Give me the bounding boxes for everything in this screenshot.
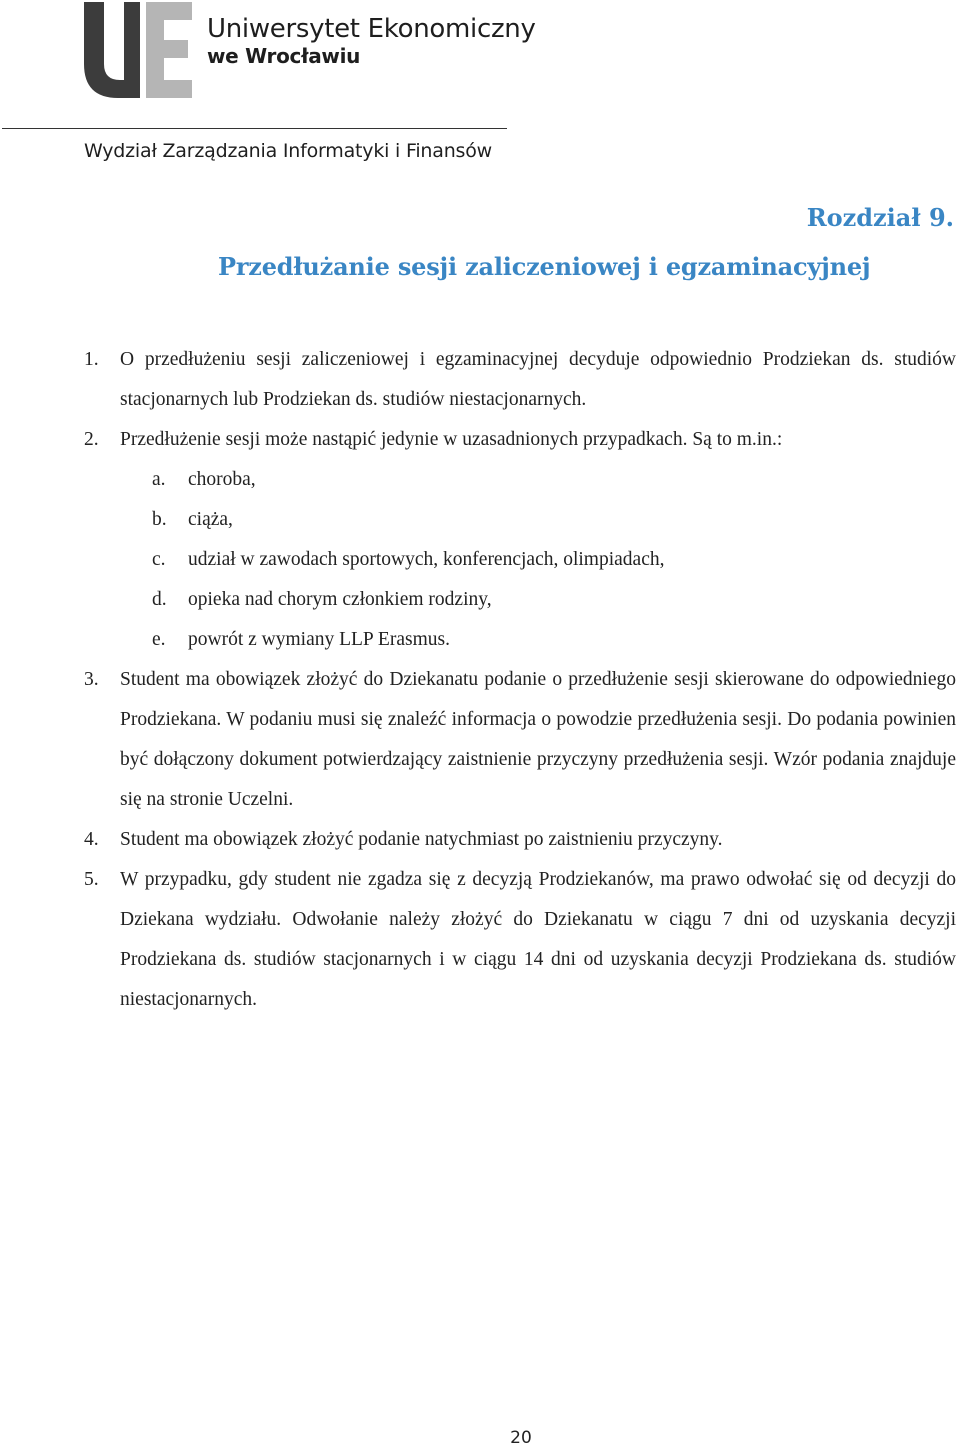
- sub-item-text: udział w zawodach sportowych, konferencjach, olimpiadach,: [188, 549, 665, 570]
- sub-list-item: [0, 540, 960, 580]
- list-item: [0, 820, 956, 860]
- sub-list-item: [0, 620, 960, 660]
- item-text: Student ma obowiązek złożyć do Dziekanatu podanie o przedłużenie sesji skierowane do odpowiedniego Prodziekana. W podaniu musi się znaleźć informacja o powodzie przedłużenia sesji. Do podania powinien być dołączony dokument potwierdzający zaistnienie przyczyny przedłużenia sesji. Wzór podania znajduje się na stronie Uczelni.: [120, 669, 956, 810]
- item-number: 3.: [84, 669, 99, 690]
- university-name-line2: we Wrocławiu: [207, 44, 361, 68]
- item-text: Przedłużenie sesji może nastąpić jedynie w uzasadnionych przypadkach. Są to m.in.:: [120, 429, 783, 450]
- sub-item-letter: c.: [152, 549, 166, 570]
- page-number: 20: [510, 1428, 532, 1448]
- university-logo: [84, 2, 194, 98]
- list-item: [0, 860, 956, 1020]
- chapter-content: [0, 340, 960, 1020]
- item-number: 1.: [84, 349, 99, 370]
- sub-item-letter: a.: [152, 469, 166, 490]
- list-item: [0, 340, 956, 420]
- header-divider: [2, 128, 507, 129]
- item-number: 4.: [84, 829, 99, 850]
- chapter-title: Przedłużanie sesji zaliczeniowej i egzaminacyjnej: [218, 252, 871, 281]
- sub-item-text: ciąża,: [188, 509, 233, 530]
- item-text: W przypadku, gdy student nie zgadza się z decyzją Prodziekanów, ma prawo odwołać się od decyzji do Dziekana wydziału. Odwołanie należy złożyć do Dziekanatu w ciągu 7 dni od uzyskania decyzji Prodziekana ds. studiów stacjonarnych i w ciągu 14 dni od uzyskania decyzji Prodziekana ds. studiów niestacjonarnych.: [120, 869, 956, 1010]
- sub-item-text: powrót z wymiany LLP Erasmus.: [188, 629, 450, 650]
- item-text: Student ma obowiązek złożyć podanie natychmiast po zaistnieniu przyczyny.: [120, 829, 723, 850]
- university-name: [207, 14, 536, 68]
- list-item: [0, 660, 956, 820]
- item-text: O przedłużeniu sesji zaliczeniowej i egzaminacyjnej decyduje odpowiednio Prodziekan ds. studiów stacjonarnych lub Prodziekan ds. studiów niestacjonarnych.: [120, 349, 956, 410]
- sub-item-letter: b.: [152, 509, 167, 530]
- sub-list-item: [0, 460, 960, 500]
- sub-list-item: [0, 500, 960, 540]
- sub-item-text: choroba,: [188, 469, 256, 490]
- sub-item-letter: e.: [152, 629, 166, 650]
- faculty-name: Wydział Zarządzania Informatyki i Finansów: [84, 140, 492, 162]
- sub-item-letter: d.: [152, 589, 167, 610]
- chapter-label: Rozdział 9.: [806, 203, 954, 232]
- item-number: 5.: [84, 869, 99, 890]
- item-number: 2.: [84, 429, 99, 450]
- sub-list-item: [0, 580, 960, 620]
- sub-item-text: opieka nad chorym członkiem rodziny,: [188, 589, 492, 610]
- university-name-line1: Uniwersytet Ekonomiczny: [207, 14, 536, 44]
- list-item: [0, 420, 956, 460]
